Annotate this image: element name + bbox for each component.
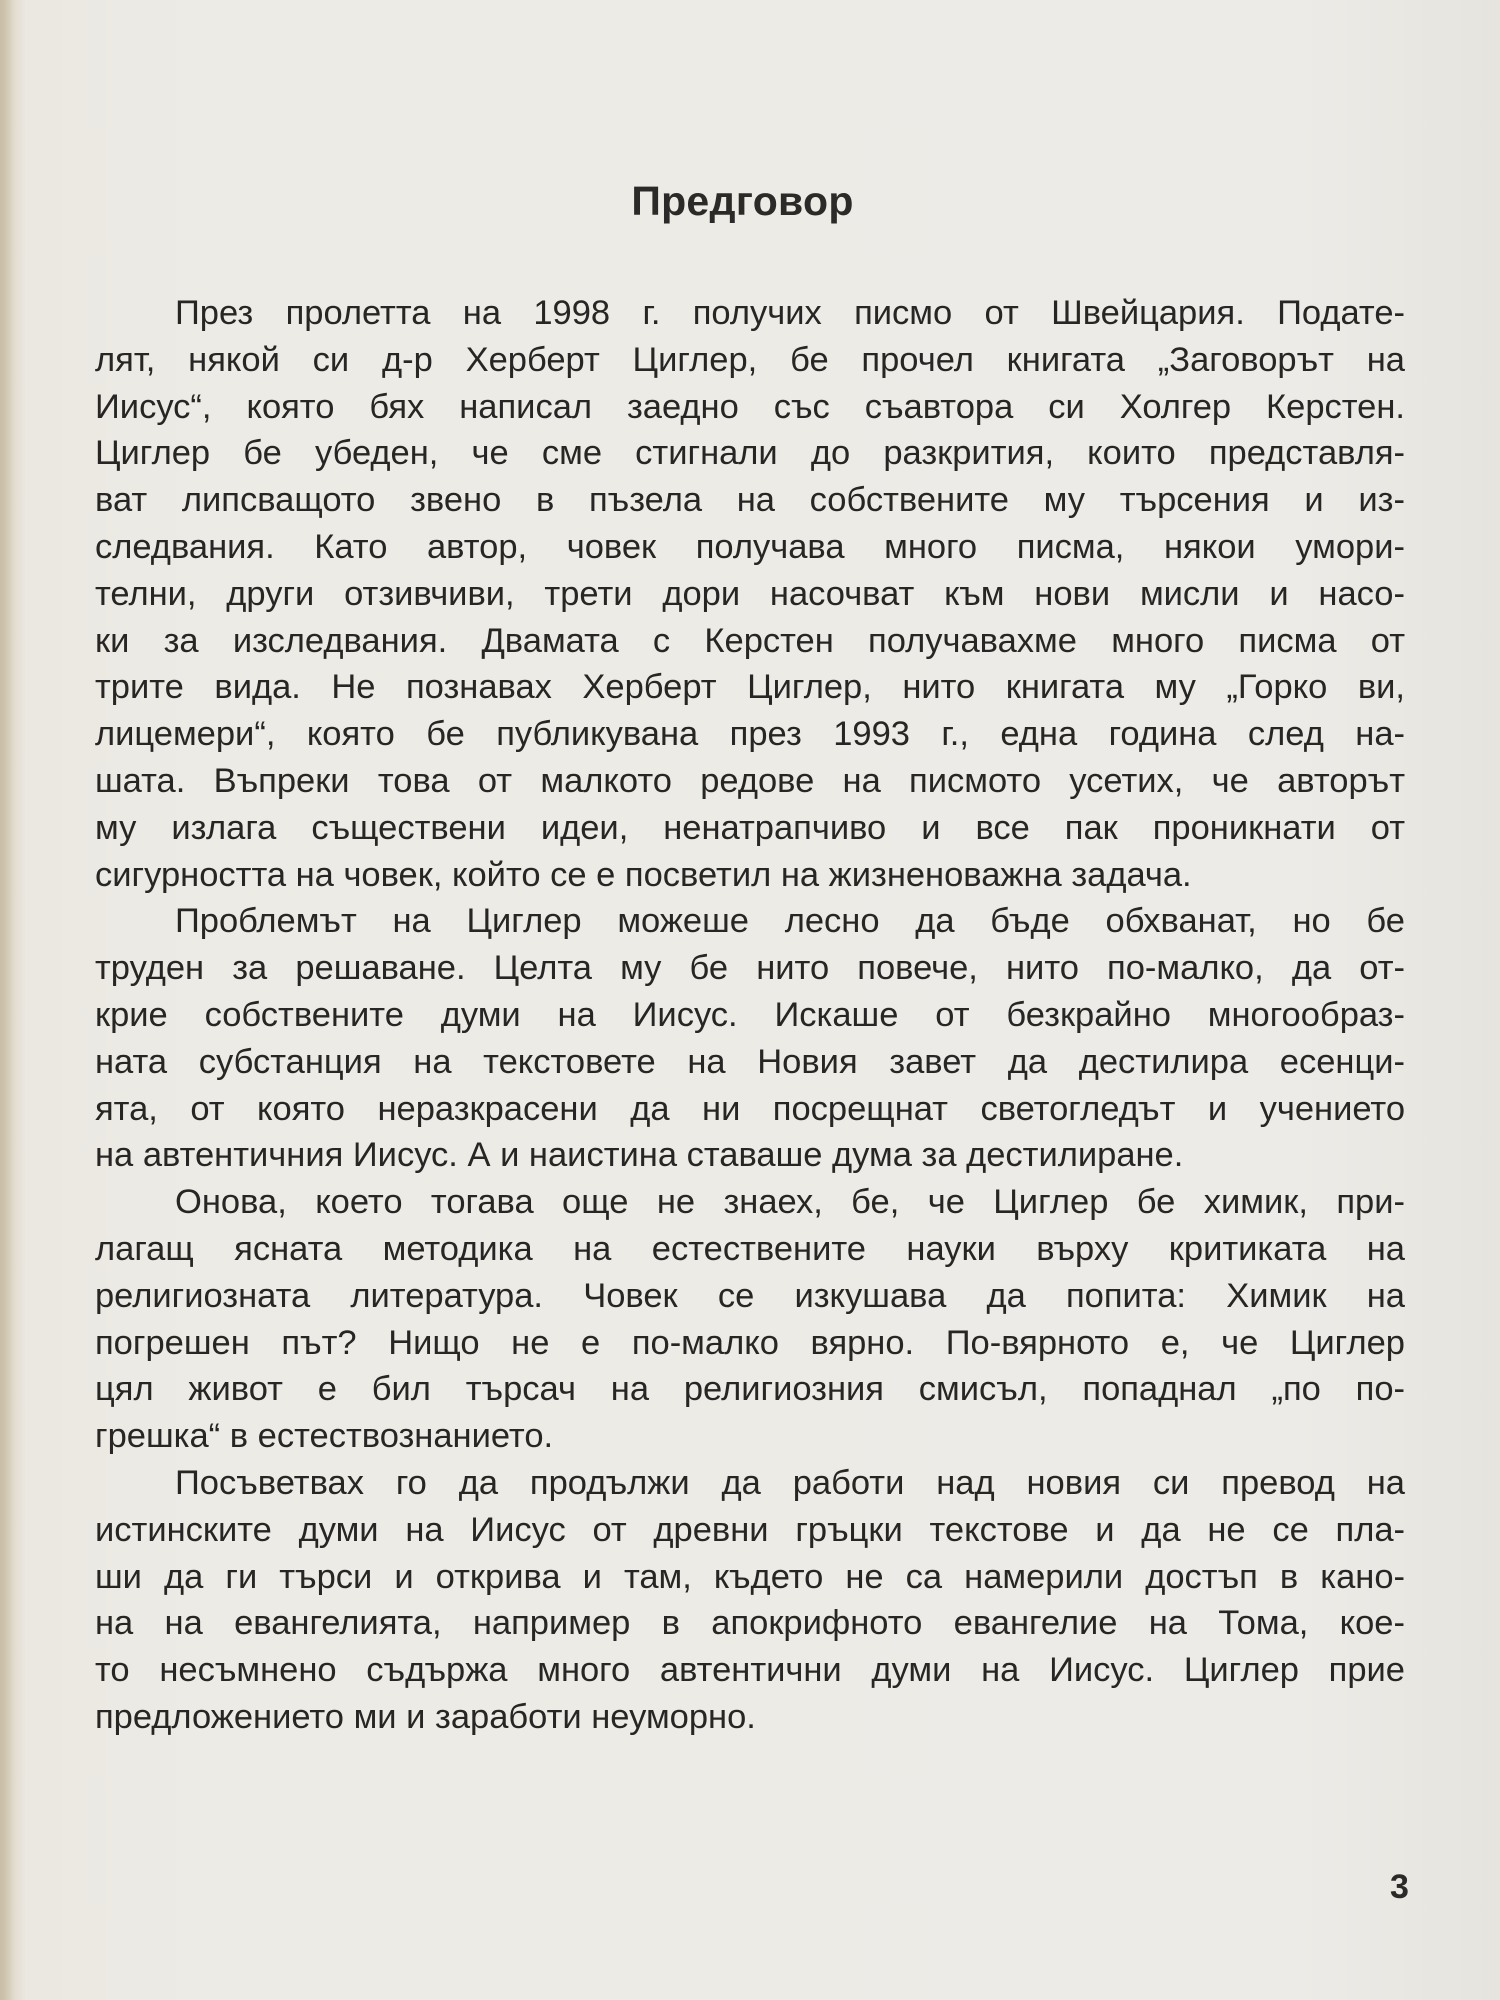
text-line: предложението ми и заработи неуморно.: [95, 1697, 756, 1736]
text-line: сигурността на човек, който се е посветил на жизненоважна задача.: [95, 855, 1192, 894]
text-line: Иисус“, която бях написал заедно със съавтора си Холгер Керстен.: [95, 387, 1405, 426]
text-line: През пролетта на 1998 г. получих писмо от Швейцария. Подате-: [175, 294, 1405, 332]
text-line: на на евангелията, например в апокрифното евангелие на Тома, кое-: [95, 1604, 1405, 1643]
page-number: 3: [1390, 1868, 1409, 1906]
text-line: ята, от която неразкрасени да ни посрещнат светогледът и учението: [95, 1089, 1405, 1128]
text-line: крие собствените думи на Иисус. Искаше от безкрайно многообраз-: [95, 995, 1405, 1034]
text-line: ши да ги търси и открива и там, където не са намерили достъп в кано-: [95, 1557, 1405, 1596]
paragraph-1: [95, 290, 1405, 898]
text-line: истинските думи на Иисус от древни гръцки текстове и да не се пла-: [95, 1510, 1405, 1549]
paragraph-2: [95, 898, 1405, 1179]
text-line: погрешен път? Нищо не е по-малко вярно. По-вярното е, че Циглер: [95, 1323, 1405, 1362]
text-line: шата. Въпреки това от малкото редове на писмото усетих, че авторът: [95, 761, 1405, 800]
text-line: Онова, което тогава още не знаех, бе, че Циглер бе химик, при-: [175, 1183, 1405, 1222]
text-line: трите вида. Не познавах Херберт Циглер, нито книгата му „Горко ви,: [95, 668, 1405, 707]
paragraph-3: [95, 1179, 1405, 1460]
text-line: следвания. Като автор, човек получава много писма, някои умори-: [95, 527, 1405, 566]
text-line: грешка“ в естествознанието.: [95, 1417, 554, 1456]
text-line: лагащ ясната методика на естествените науки върху критиката на: [95, 1229, 1405, 1268]
text-line: му излага съществени идеи, ненатрапчиво и все пак проникнати от: [95, 808, 1405, 847]
text-line: религиозната литература. Човек се изкушава да попита: Химик на: [95, 1276, 1405, 1315]
text-line: ват липсващото звено в пъзела на собствените му търсения и из-: [95, 481, 1405, 520]
paragraph-4: [95, 1460, 1405, 1741]
page-title: Предговор: [631, 178, 854, 224]
text-line: телни, други отзивчиви, трети дори насочват към нови мисли и насо-: [95, 574, 1405, 613]
text-line: цял живот е бил търсач на религиозния смисъл, попаднал „по по-: [95, 1370, 1405, 1409]
text-line: на автентичния Иисус. А и наистина ставаше дума за дестилиране.: [95, 1136, 1184, 1175]
text-line: лицемери“, която бе публикувана през 1993 г., една година след на-: [95, 715, 1405, 754]
text-line: ки за изследвания. Двамата с Керстен получавахме много писма от: [95, 621, 1405, 660]
text-line: то несъмнено съдържа много автентични думи на Иисус. Циглер прие: [95, 1651, 1405, 1690]
text-line: ната субстанция на текстовете на Новия завет да дестилира есенци-: [95, 1042, 1405, 1081]
body-text: [95, 290, 1405, 1741]
text-line: лят, някой си д-р Херберт Циглер, бе прочел книгата „Заговорът на: [95, 340, 1405, 379]
text-line: Посъветвах го да продължи да работи над новия си превод на: [175, 1463, 1405, 1502]
page-gutter-shadow: [0, 0, 14, 2000]
text-line: Циглер бе убеден, че сме стигнали до разкрития, които представля-: [95, 434, 1405, 473]
text-line: труден за решаване. Целта му бе нито повече, нито по-малко, да от-: [95, 949, 1405, 988]
text-line: Проблемът на Циглер можеше лесно да бъде обхванат, но бе: [175, 902, 1405, 941]
